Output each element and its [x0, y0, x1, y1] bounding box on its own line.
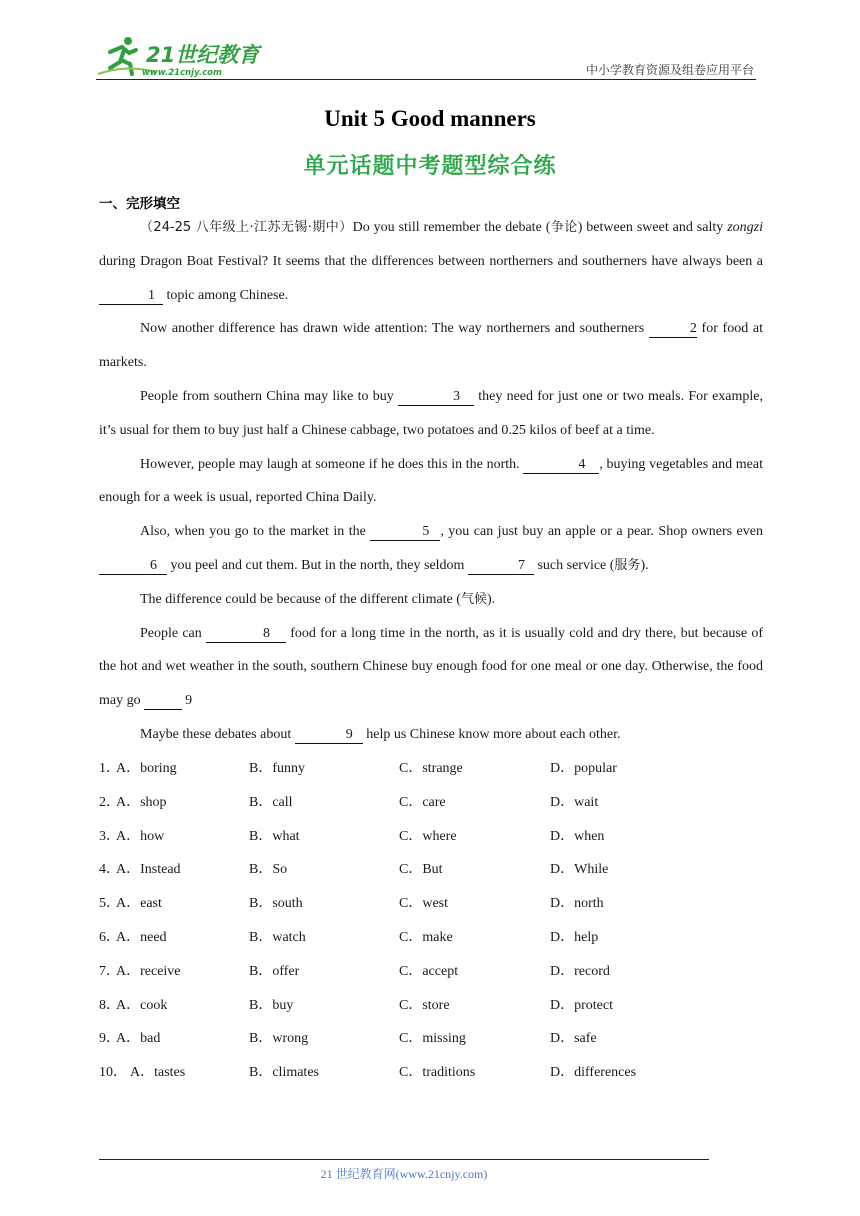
option-a: A．Instead — [116, 862, 181, 878]
option-a: A．boring — [116, 761, 177, 776]
paragraph-1: （24-25 八年级上·江苏无锡·期中）Do you still remember the debate (争论) between sweet and salty zongzi during Dragon Boat Festival? It seems that the differences between northerners and southerners have always been a 1 topic among Chinese. — [99, 220, 763, 303]
option-d: D．record — [550, 963, 610, 979]
logo-url: www.21cnjy.com — [142, 68, 222, 78]
question-row: 6． A．need B．watch C．make D．help — [99, 921, 763, 955]
option-c: C．care — [399, 794, 446, 810]
option-c: C．store — [399, 997, 450, 1013]
option-c: C．where — [399, 828, 457, 844]
option-d: D．safe — [550, 1031, 597, 1047]
logo-text: 21世纪教育 — [146, 43, 260, 67]
question-row: 10． A．tastes B．climates C．traditions D．differences — [99, 1056, 763, 1090]
blank-8: 8 — [206, 626, 286, 643]
option-b: B．south — [249, 896, 303, 912]
option-d: D．While — [550, 862, 609, 878]
option-a: A．receive — [116, 963, 181, 979]
blank-7: 7 — [468, 558, 534, 575]
option-a: A．east — [116, 896, 162, 912]
option-d: D．when — [550, 828, 605, 844]
option-c: C．missing — [399, 1031, 466, 1047]
question-row: 9． A．bad B．wrong C．missing D．safe — [99, 1022, 763, 1056]
option-c: C．make — [399, 929, 453, 945]
paragraph-6: The difference could be because of the different climate (气候). — [140, 591, 496, 607]
blank-3: 3 — [398, 389, 474, 406]
option-b: B．call — [249, 794, 293, 810]
question-row: 2． A．shop B．call C．care D．wait — [99, 786, 763, 820]
option-a: A．cook — [116, 997, 168, 1013]
option-c: C．west — [399, 896, 448, 912]
question-row: 1． A．boring B．funny C．strange D．popular — [99, 752, 763, 786]
paragraph-7: People can 8 food for a long time in the north, as it is usually cold and dry there, but because of the hot and wet weather in the south, southern Chinese buy enough food for one meal or one day. Otherwise, the food may go 9 — [99, 625, 763, 709]
question-row: 8． A．cook B．buy C．store D．protect — [99, 989, 763, 1023]
source-note: （24-25 八年级上·江苏无锡·期中） — [140, 220, 353, 235]
option-b: B．climates — [249, 1065, 319, 1081]
blank-9: 9 — [144, 693, 182, 710]
option-d: D．popular — [550, 761, 617, 776]
option-d: D．protect — [550, 997, 613, 1013]
blank-4: 4 — [523, 457, 599, 474]
blank-2: 2 — [649, 321, 697, 338]
cloze-passage — [99, 211, 763, 752]
option-a: A．shop — [116, 794, 167, 810]
option-c: C．But — [399, 862, 443, 878]
blank-1: 1 — [99, 288, 163, 305]
option-b: B．what — [249, 828, 300, 844]
option-c: C．accept — [399, 963, 459, 979]
option-b: B．wrong — [249, 1031, 309, 1047]
option-d: D．north — [550, 896, 604, 912]
question-row: 7． A．receive B．offer C．accept D．record — [99, 955, 763, 989]
paragraph-2: Now another difference has drawn wide attention: The way northerners and southerners 2 for food at markets. — [99, 321, 763, 371]
page-title: Unit 5 Good manners — [324, 106, 536, 131]
page-subtitle: 单元话题中考题型综合练 — [303, 154, 557, 179]
option-d: D．wait — [550, 794, 599, 810]
header-divider — [96, 79, 756, 80]
logo — [96, 34, 266, 80]
option-b: B．funny — [249, 761, 305, 776]
option-b: B．So — [249, 862, 288, 878]
option-b: B．watch — [249, 929, 306, 945]
blank-10: 9 — [295, 727, 363, 744]
question-options — [99, 752, 763, 1090]
option-a: A．tastes — [130, 1065, 186, 1081]
option-a: A．how — [116, 828, 165, 844]
platform-name: 中小学教育资源及组卷应用平台 — [585, 63, 754, 77]
question-row: 4． A．Instead B．So C．But D．While — [99, 853, 763, 887]
option-d: D．differences — [550, 1065, 637, 1081]
question-row: 5． A．east B．south C．west D．north — [99, 887, 763, 921]
section-heading: 一、完形填空 — [99, 196, 180, 212]
zongzi-term: zongzi — [727, 220, 763, 235]
option-b: B．offer — [249, 963, 300, 979]
option-a: A．need — [116, 929, 167, 945]
option-c: C．strange — [399, 761, 463, 776]
option-a: A．bad — [116, 1031, 161, 1047]
question-row: 3． A．how B．what C．where D．when — [99, 820, 763, 854]
footer-link[interactable]: 21 世纪教育网(www.21cnjy.com) — [320, 1167, 488, 1181]
blank-6: 6 — [99, 558, 167, 575]
footer-divider — [99, 1159, 709, 1160]
paragraph-3: People from southern China may like to buy 3 they need for just one or two meals. For example, it’s usual for them to buy just half a Chinese cabbage, two potatoes and 0.25 kilos of beef at a time. — [99, 388, 763, 438]
paragraph-8: Maybe these debates about 9 help us Chinese know more about each other. — [140, 726, 621, 742]
option-c: C．traditions — [399, 1065, 476, 1081]
paragraph-4: However, people may laugh at someone if he does this in the north. 4 , buying vegetables and meat enough for a week is usual, reported China Daily. — [99, 456, 764, 506]
blank-5: 5 — [370, 524, 440, 541]
paragraph-5: Also, when you go to the market in the 5 , you can just buy an apple or a pear. Shop owners even 6 you peel and cut them. But in the north, they seldom 7 such service (服务). — [99, 515, 763, 583]
option-b: B．buy — [249, 997, 294, 1013]
option-d: D．help — [550, 929, 599, 945]
